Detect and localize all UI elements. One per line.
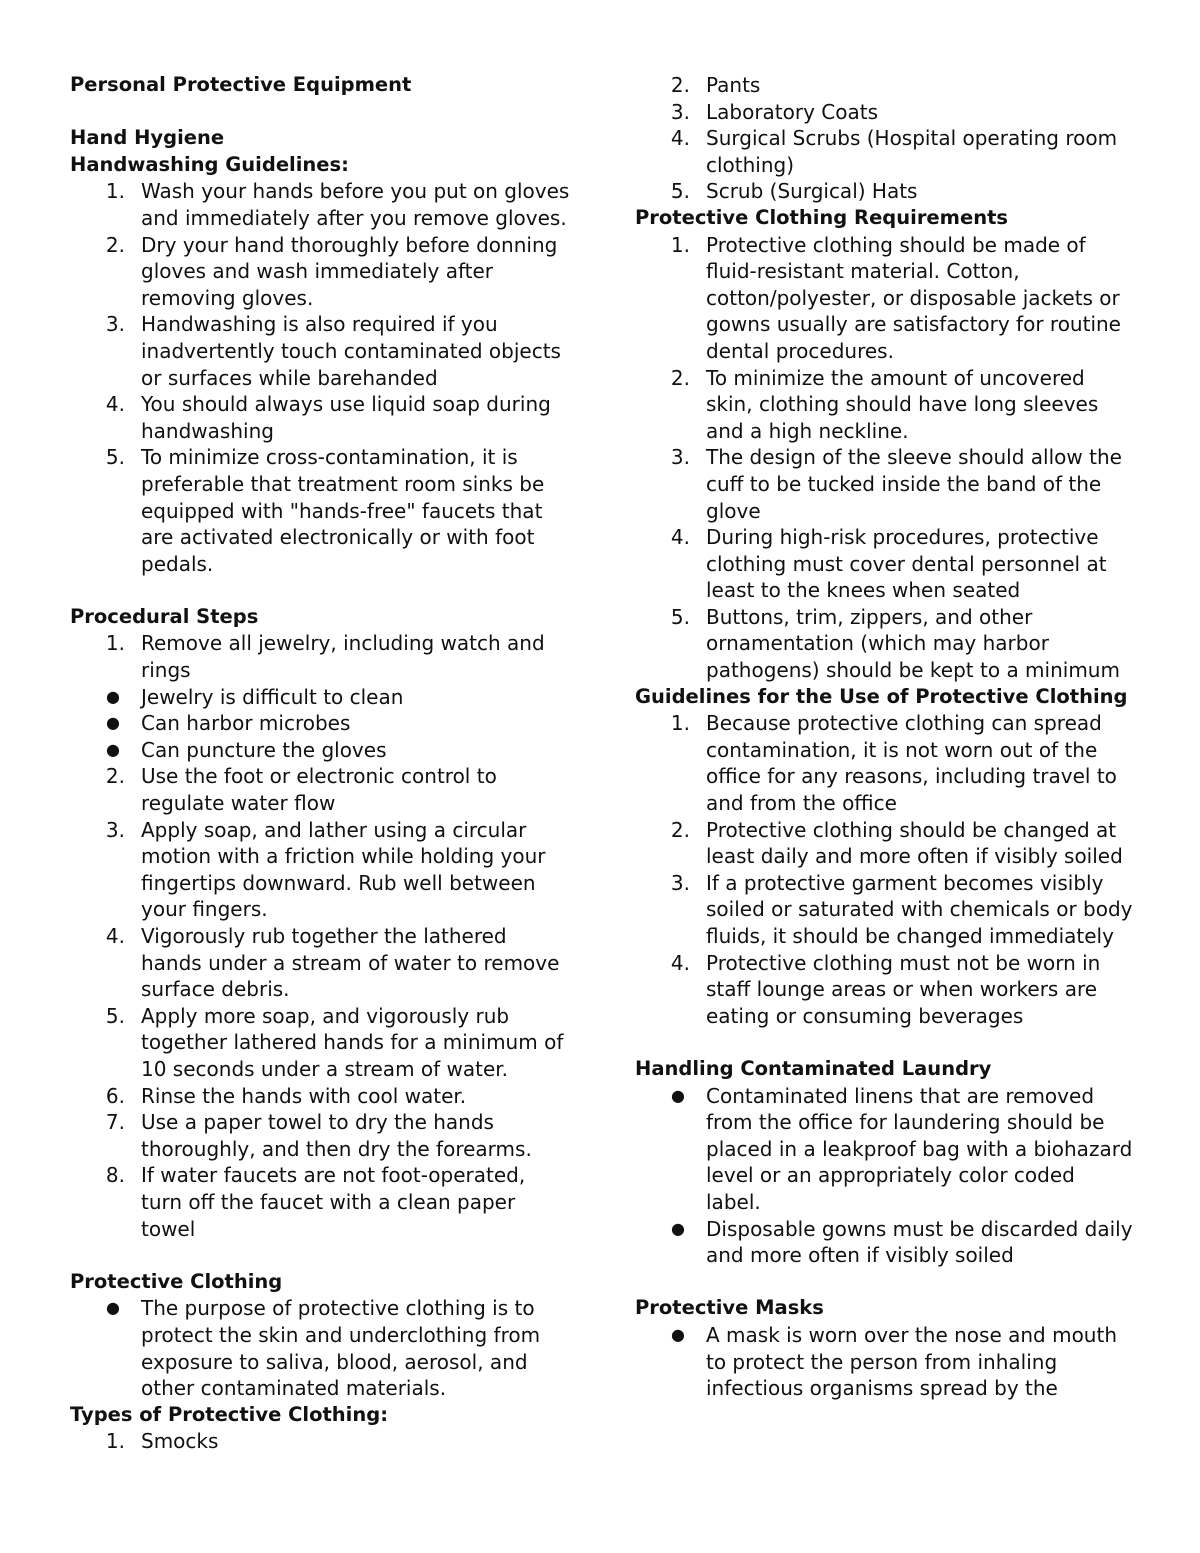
clothing-requirements-heading: Protective Clothing Requirements [635,205,1009,229]
bullet-item: ● Contaminated linens that are removed from the office for laundering should be placed in a leakproof bag with a biohazard level or an appropriately color coded label. [671,1083,1133,1214]
procedural-steps-list [70,630,570,1242]
bullet-item: ● Can puncture the gloves [106,737,387,762]
bullet-item: ● Jewelry is difficult to clean [106,684,404,709]
list-item: 5. Scrub (Surgical) Hats [670,179,918,204]
list-item: 3. Apply soap, and lather using a circular motion with a friction while holding your fingertips downward. Rub well between your fingers. [105,817,546,922]
list-item: 1. Remove all jewelry, including watch and rings [105,631,545,683]
contaminated-laundry-heading: Handling Contaminated Laundry [635,1056,992,1080]
list-item: 2. To minimize the amount of uncovered skin, clothing should have long sleeves and a high neckline. [670,365,1099,443]
list-item: 5. To minimize cross-contamination, it is preferable that treatment room sinks be equipped with "hands-free" faucets that are activated electronically or with foot pedals. [105,445,545,576]
hand-hygiene-heading: Hand Hygiene [70,126,225,150]
list-item: 7. Use a paper towel to dry the hands thoroughly, and then dry the forearms. [105,1110,532,1161]
list-item: 4. Surgical Scrubs (Hospital operating room clothing) [670,126,1118,177]
list-item: 5. Buttons, trim, zippers, and other ornamentation (which may harbor pathogens) should be kept to a minimum [670,604,1120,683]
protective-clothing-purpose-list [70,1295,570,1401]
protective-masks-heading: Protective Masks [635,1296,824,1320]
use-guidelines-heading: Guidelines for the Use of Protective Clothing [635,684,1128,708]
clothing-types-list-part1 [70,1428,570,1455]
handwashing-guidelines-heading: Handwashing Guidelines: [70,152,349,176]
list-item: 4. Protective clothing must not be worn in staff lounge areas or when workers are eating or consuming beverages [670,950,1101,1028]
list-item: 1. Wash your hands before you put on gloves and immediately after you remove gloves. [105,179,570,230]
types-of-protective-clothing-heading: Types of Protective Clothing: [70,1402,389,1426]
clothing-types-list-part2 [635,72,1135,205]
left-column [70,72,570,1455]
list-item: 1. Smocks [105,1429,219,1454]
list-item: 3. If a protective garment becomes visibly soiled or saturated with chemicals or body fluids, it should be changed immediately [670,870,1133,948]
list-item: 2. Pants [670,73,761,97]
right-column [635,72,1135,1402]
laundry-list [635,1083,1135,1269]
list-item: 8. If water faucets are not foot-operated, turn off the faucet with a clean paper towel [105,1163,526,1241]
bullet-item: ● Disposable gowns must be discarded daily and more often if visibly soiled [671,1216,1133,1268]
list-item: 6. Rinse the hands with cool water. [105,1083,467,1108]
clothing-requirements-list [635,232,1135,684]
masks-list [635,1322,1135,1402]
protective-clothing-heading: Protective Clothing [70,1269,283,1293]
spacer [635,1269,1135,1296]
procedural-steps-heading: Procedural Steps [70,604,259,628]
list-item: 1. Because protective clothing can spread contamination, it is not worn out of the office for any reasons, including travel to and from the office [670,711,1117,816]
bullet-item: ● Can harbor microbes [106,711,351,736]
list-item: 1. Protective clothing should be made of fluid-resistant material. Cotton, cotton/polyester, or disposable jackets or gowns usually are satisfactory for routine dental procedures. [670,232,1121,363]
list-item: 3. Handwashing is also required if you inadvertently touch contaminated objects or surfaces while barehanded [105,312,561,390]
document-title: Personal Protective Equipment [70,73,412,96]
list-item: 4. You should always use liquid soap during handwashing [105,392,551,443]
spacer [70,99,570,126]
spacer [70,1242,570,1269]
list-item: 2. Protective clothing should be changed at least daily and more often if visibly soiled [670,817,1123,869]
handwashing-guidelines-list [70,178,570,577]
bullet-item: ● A mask is worn over the nose and mouth to protect the person from inhaling infectious organisms spread by the [671,1322,1117,1401]
bullet-item: ● The purpose of protective clothing is to protect the skin and underclothing from exposure to saliva, blood, aerosol, and other contaminated materials. [106,1296,541,1401]
spacer [635,1029,1135,1056]
use-guidelines-list [635,710,1135,1029]
list-item: 4. During high-risk procedures, protective clothing must cover dental personnel at least to the knees when seated [670,525,1107,603]
list-item: 2. Use the foot or electronic control to regulate water flow [105,764,497,816]
list-item: 3. The design of the sleeve should allow the cuff to be tucked inside the band of the glove [670,445,1122,523]
list-item: 4. Vigorously rub together the lathered hands under a stream of water to remove surface debris. [105,924,560,1002]
list-item: 5. Apply more soap, and vigorously rub together lathered hands for a minimum of 10 seconds under a stream of water. [105,1003,564,1081]
list-item: 2. Dry your hand thoroughly before donning gloves and wash immediately after removing gloves. [105,232,558,310]
spacer [70,577,570,604]
list-item: 3. Laboratory Coats [670,99,879,124]
